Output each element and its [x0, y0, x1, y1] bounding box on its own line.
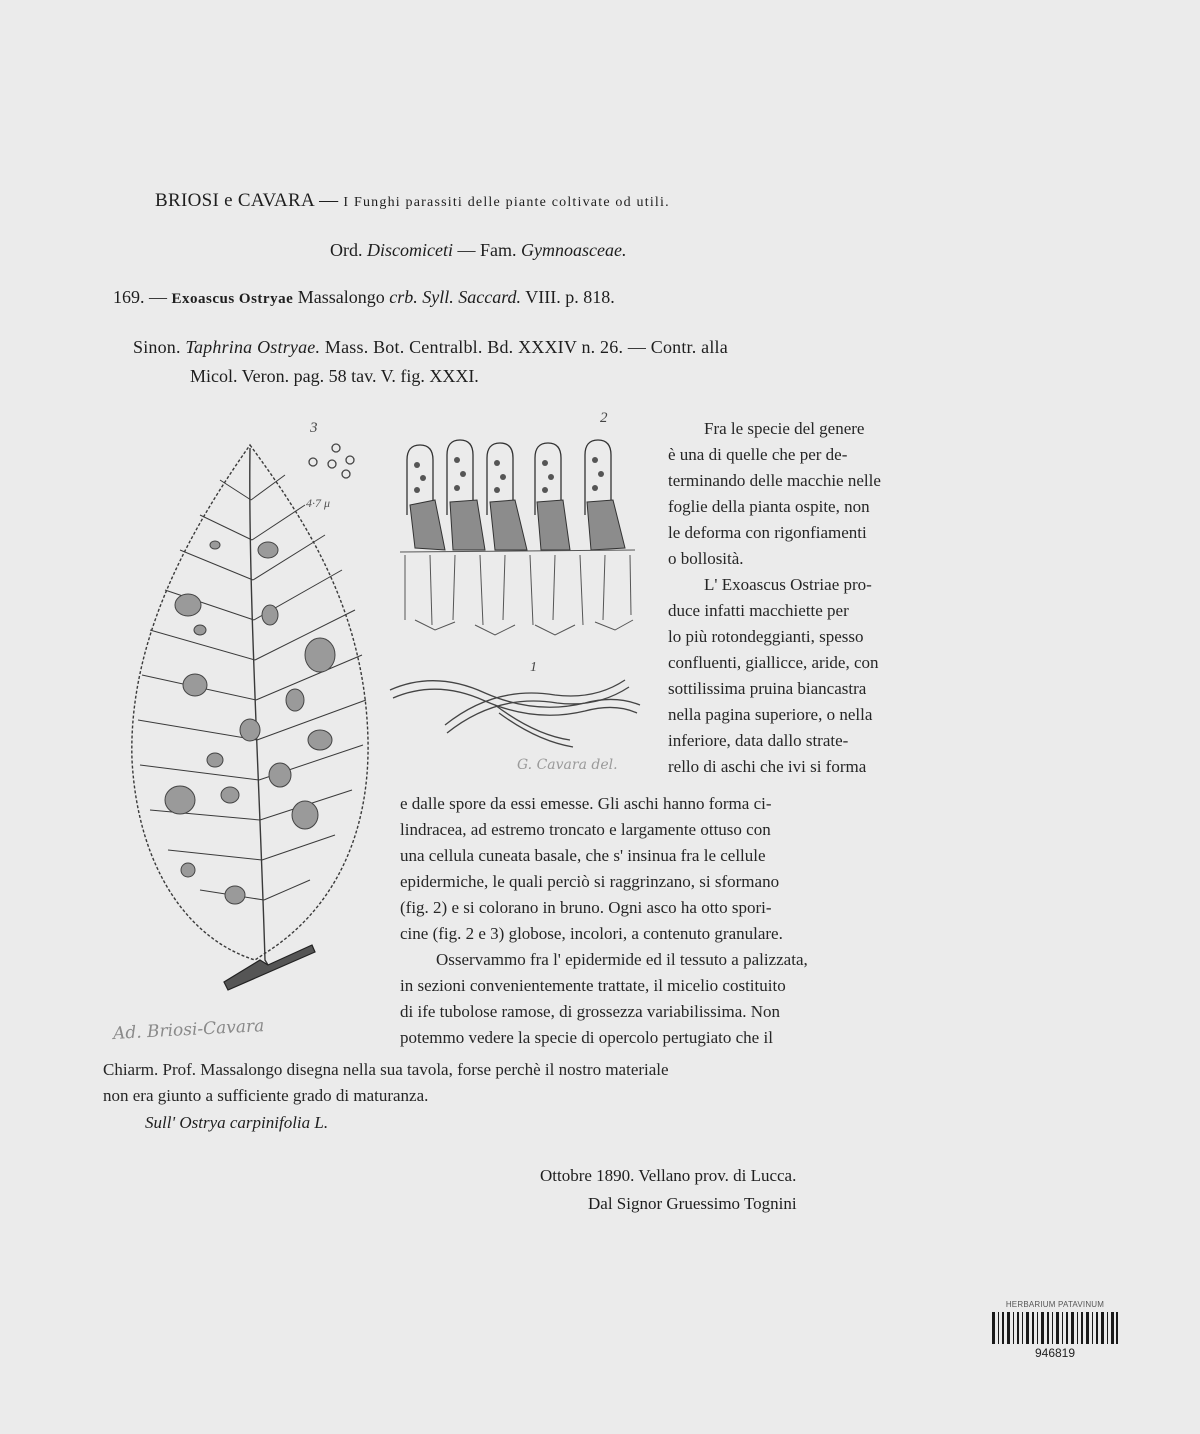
order-name: Discomiceti: [367, 240, 453, 260]
spores-illustration: [300, 440, 370, 485]
order-label: Ord.: [330, 240, 363, 260]
text-line: una cellula cuneata basale, che s' insinua fra le cellule: [400, 846, 766, 865]
header-dash: —: [314, 190, 344, 211]
text-line: duce infatti macchiette per: [668, 601, 849, 620]
text-line: confluenti, giallicce, aride, con: [668, 653, 879, 672]
order-sep: —: [452, 240, 480, 260]
synonym-line-1: [133, 337, 728, 358]
species-name: Exoascus Ostryae: [171, 291, 294, 307]
leaf-illustration: [120, 440, 380, 1010]
family-label: Fam.: [479, 240, 517, 260]
synonym-reference: Mass. Bot. Centralbl. Bd. XXXIV n. 26. — Contr. alla: [320, 337, 728, 357]
text-line: nella pagina superiore, o nella: [668, 705, 873, 724]
barcode-label: [985, 1300, 1125, 1365]
figure-label-1: 1: [530, 660, 537, 675]
synonym-label: Sinon.: [133, 337, 181, 357]
description-right-column: [668, 416, 881, 780]
collector: Dal Signor Gruessimo Tognini: [588, 1194, 797, 1213]
text-line: le deforma con rigonfiamenti: [668, 523, 867, 542]
text-line: e dalle spore da essi emesse. Gli aschi hanno forma ci-: [400, 794, 772, 813]
micro-artist-signature: G. Cavara del.: [517, 757, 618, 773]
work-title: I Funghi parassiti delle piante coltivate od utili.: [343, 195, 670, 210]
asci-section-illustration: [395, 430, 645, 640]
barcode-bars: [990, 1312, 1120, 1344]
text-line: terminando delle macchie nelle: [668, 471, 881, 490]
species-authority: Massalongo: [293, 287, 385, 307]
text-line: Fra le specie del genere: [704, 419, 865, 438]
authors: BRIOSI e CAVARA: [155, 190, 315, 211]
family-name: Gymnoasceae.: [521, 240, 627, 260]
text-line: (fig. 2) e si colorano in bruno. Ogni asco ha otto spori-: [400, 898, 772, 917]
text-line: potemmo vedere la specie di opercolo pertugiato che il: [400, 1028, 773, 1047]
text-line: lo più rotondeggianti, spesso: [668, 627, 864, 646]
leaf-artist-signature: Ad. Briosi-Cavara: [112, 1016, 265, 1044]
taxonomic-order-line: [330, 240, 626, 261]
text-line: non era giunto a sufficiente grado di maturanza.: [103, 1086, 429, 1105]
description-full-width: [103, 1057, 669, 1109]
text-line: epidermiche, le quali perciò si raggrinzano, si sformano: [400, 872, 780, 891]
text-line: rello di aschi che ivi si forma: [668, 757, 867, 776]
scale-label: 4·7 μ: [306, 496, 331, 510]
synonym-line-2: Micol. Veron. pag. 58 tav. V. fig. XXXI.: [190, 366, 479, 386]
species-reference-page: VIII. p. 818.: [521, 287, 615, 307]
species-number: 169. —: [113, 287, 167, 307]
collection-date-locality: Ottobre 1890. Vellano prov. di Lucca.: [540, 1166, 797, 1185]
text-line: foglie della pianta ospite, non: [668, 497, 870, 516]
description-middle-column: [400, 791, 808, 1051]
figure-label-3: 3: [310, 420, 318, 436]
text-line: in sezioni convenientemente trattate, il micelio costituito: [400, 976, 786, 995]
text-line: lindracea, ad estremo troncato e largamente ottuso con: [400, 820, 771, 839]
running-header: [155, 190, 670, 212]
text-line: sottilissima pruina biancastra: [668, 679, 867, 698]
species-reference: crb. Syll. Saccard.: [389, 287, 522, 307]
species-heading: [113, 287, 615, 308]
synonym-name: Taphrina Ostryae.: [185, 337, 321, 357]
text-line: di ife tubolose ramose, di grossezza variabilissima. Non: [400, 1002, 781, 1021]
text-line: Chiarm. Prof. Massalongo disegna nella sua tavola, forse perchè il nostro materiale: [103, 1060, 669, 1079]
text-line: inferiore, data dallo strate-: [668, 731, 849, 750]
text-line: è una di quelle che per de-: [668, 445, 848, 464]
text-line: Osservammo fra l' epidermide ed il tessuto a palizzata,: [436, 950, 808, 969]
text-line: cine (fig. 2 e 3) globose, incolori, a contenuto granulare.: [400, 924, 783, 943]
figure-label-2: 2: [600, 410, 608, 426]
text-line: o bollosità.: [668, 549, 744, 568]
host-plant: Sull' Ostrya carpinifolia L.: [145, 1113, 329, 1132]
mycelium-illustration: [385, 665, 645, 750]
barcode-number: 946819: [1034, 1346, 1076, 1360]
text-line: L' Exoascus Ostriae pro-: [704, 575, 872, 594]
barcode-header: HERBARIUM PATAVINUM: [1005, 1300, 1105, 1309]
